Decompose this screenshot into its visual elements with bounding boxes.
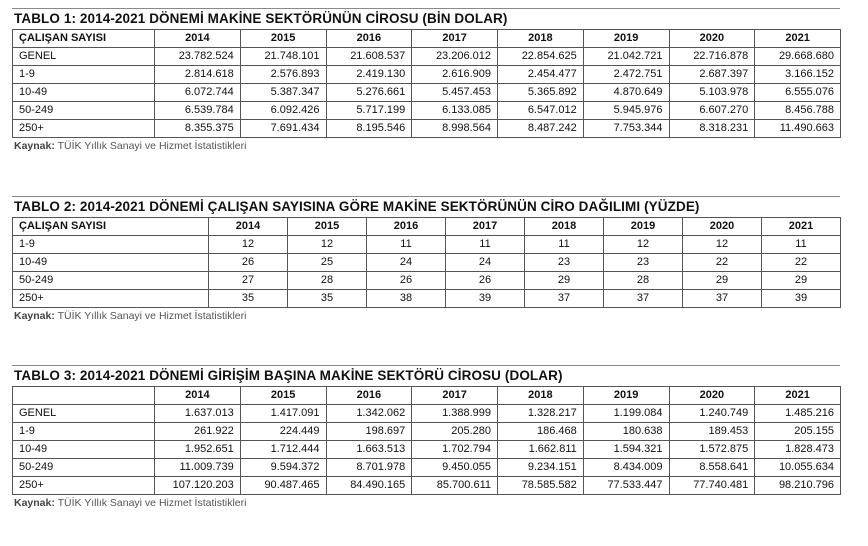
table3-header-cell: 2015: [240, 387, 326, 405]
table3-cell: 98.210.796: [755, 477, 841, 495]
table3-cell: 198.697: [326, 423, 412, 441]
table1-cell: 5.717.199: [326, 102, 412, 120]
table1-cell: 2.687.397: [669, 66, 755, 84]
table1-cell: 6.072.744: [155, 84, 241, 102]
table1-cell: 8.998.564: [412, 120, 498, 138]
table2-cell: 22: [683, 254, 762, 272]
table2-cell: 11: [367, 236, 446, 254]
table3-cell: 205.280: [412, 423, 498, 441]
table2-cell: 12: [683, 236, 762, 254]
table3-cell: 1.572.875: [669, 441, 755, 459]
table3-cell: 189.453: [669, 423, 755, 441]
table2-cell: 39: [762, 290, 841, 308]
table2-cell: 12: [209, 236, 288, 254]
table1-header-cell: 2016: [326, 30, 412, 48]
table2-cell: 28: [604, 272, 683, 290]
table2-cell: 29: [683, 272, 762, 290]
table1-cell: 6.539.784: [155, 102, 241, 120]
table1-cell: 5.365.892: [498, 84, 584, 102]
table1-cell: 5.945.976: [583, 102, 669, 120]
table1-cell: 5.103.978: [669, 84, 755, 102]
table3-row-label: 1-9: [13, 423, 155, 441]
table2-header-cell: 2018: [525, 218, 604, 236]
table1-header-cell: 2020: [669, 30, 755, 48]
table3-header-cell: 2019: [583, 387, 669, 405]
table2-cell: 12: [288, 236, 367, 254]
table2-cell: 11: [525, 236, 604, 254]
table3-cell: 8.434.009: [583, 459, 669, 477]
table3-header-row: [13, 387, 841, 405]
table2-section: [12, 196, 840, 324]
table3-cell: 1.199.084: [583, 405, 669, 423]
table2-cell: 23: [604, 254, 683, 272]
table1-cell: 22.854.625: [498, 48, 584, 66]
table2-cell: 35: [288, 290, 367, 308]
table3-row-label: 10-49: [13, 441, 155, 459]
table3-row-label: 250+: [13, 477, 155, 495]
table1-cell: 21.042.721: [583, 48, 669, 66]
table2-cell: 24: [367, 254, 446, 272]
table3-cell: 8.701.978: [326, 459, 412, 477]
table2-cell: 26: [209, 254, 288, 272]
table2-source-note: [12, 308, 840, 324]
table3-cell: 1.712.444: [240, 441, 326, 459]
table3-header-cell: 2018: [498, 387, 584, 405]
table3-cell: 1.240.749: [669, 405, 755, 423]
table3-row: [13, 423, 841, 441]
table2-row-label: 50-249: [13, 272, 209, 290]
table3-cell: 1.662.811: [498, 441, 584, 459]
table3-cell: 224.449: [240, 423, 326, 441]
table2-header-cell: 2020: [683, 218, 762, 236]
table2-cell: 11: [762, 236, 841, 254]
table1-header-row: [13, 30, 841, 48]
table1-cell: 8.456.788: [755, 102, 841, 120]
table3-source-note: [12, 495, 840, 511]
table3-cell: 9.594.372: [240, 459, 326, 477]
table1-header-cell: 2017: [412, 30, 498, 48]
table2-header-cell: 2019: [604, 218, 683, 236]
table2-cell: 25: [288, 254, 367, 272]
table3-cell: 1.663.513: [326, 441, 412, 459]
table2-cell: 23: [525, 254, 604, 272]
table1-cell: 2.616.909: [412, 66, 498, 84]
table3-header-cell: 2020: [669, 387, 755, 405]
table2-cell: 27: [209, 272, 288, 290]
table3-cell: 1.388.999: [412, 405, 498, 423]
table3-cell: 1.702.794: [412, 441, 498, 459]
table2-cell: 39: [446, 290, 525, 308]
table1-header-cell: 2019: [583, 30, 669, 48]
table1-cell: 8.318.231: [669, 120, 755, 138]
table3-cell: 180.638: [583, 423, 669, 441]
table3-cell: 85.700.611: [412, 477, 498, 495]
table1-cell: 8.355.375: [155, 120, 241, 138]
table3-row-label: 50-249: [13, 459, 155, 477]
source-text: TÜİK Yıllık Sanayi ve Hizmet İstatistikleri: [57, 310, 247, 322]
table1-row: [13, 120, 841, 138]
table2-title: TABLO 2: 2014-2021 DÖNEMİ ÇALIŞAN SAYISINA GÖRE MAKİNE SEKTÖRÜNÜN CİRO DAĞILIMI (YÜZDE): [14, 199, 700, 214]
table3-cell: 107.120.203: [155, 477, 241, 495]
table1-header-cell: 2018: [498, 30, 584, 48]
table3-row-label: GENEL: [13, 405, 155, 423]
table3-header-cell: 2014: [155, 387, 241, 405]
table1-cell: 6.607.270: [669, 102, 755, 120]
table3-cell: 1.952.651: [155, 441, 241, 459]
table1-cell: 5.457.453: [412, 84, 498, 102]
table1-cell: 2.454.477: [498, 66, 584, 84]
table3-header-cell: 2016: [326, 387, 412, 405]
table3-cell: 261.922: [155, 423, 241, 441]
table1-cell: 2.814.618: [155, 66, 241, 84]
table2-row: [13, 272, 841, 290]
table2-cell: 26: [367, 272, 446, 290]
table1-row: [13, 102, 841, 120]
table3-row: [13, 441, 841, 459]
table1-cell: 29.668.680: [755, 48, 841, 66]
table1-title: TABLO 1: 2014-2021 DÖNEMİ MAKİNE SEKTÖRÜNÜN CİROSU (BİN DOLAR): [14, 11, 508, 26]
table1-cell: 6.555.076: [755, 84, 841, 102]
table3: [12, 386, 841, 495]
table3-cell: 10.055.634: [755, 459, 841, 477]
table2-cell: 37: [525, 290, 604, 308]
table3-row: [13, 459, 841, 477]
table1-cell: 23.206.012: [412, 48, 498, 66]
table1-cell: 3.166.152: [755, 66, 841, 84]
table1-header-cell: 2014: [155, 30, 241, 48]
table1-cell: 6.092.426: [240, 102, 326, 120]
table3-cell: 77.740.481: [669, 477, 755, 495]
table3-section: [12, 365, 840, 511]
table3-cell: 205.155: [755, 423, 841, 441]
table2-cell: 37: [683, 290, 762, 308]
table2-row: [13, 254, 841, 272]
source-text: TÜİK Yıllık Sanayi ve Hizmet İstatistikleri: [57, 497, 247, 509]
table1-cell: 8.487.242: [498, 120, 584, 138]
table3-cell: 77.533.447: [583, 477, 669, 495]
table1-cell: 2.576.893: [240, 66, 326, 84]
table1-section: [12, 8, 840, 154]
table1-cell: 2.419.130: [326, 66, 412, 84]
table3-cell: 1.828.473: [755, 441, 841, 459]
table2-row: [13, 290, 841, 308]
source-label: Kaynak:: [14, 140, 55, 152]
table2-cell: 29: [762, 272, 841, 290]
table3-cell: 90.487.465: [240, 477, 326, 495]
table1-cell: 6.133.085: [412, 102, 498, 120]
table1-cell: 4.870.649: [583, 84, 669, 102]
table1-cell: 11.490.663: [755, 120, 841, 138]
table2-cell: 28: [288, 272, 367, 290]
table1-cell: 23.782.524: [155, 48, 241, 66]
table3-cell: 1.328.217: [498, 405, 584, 423]
table2-header-row: [13, 218, 841, 236]
table3-cell: 1.417.091: [240, 405, 326, 423]
table3-body: [13, 405, 841, 495]
table3-cell: 11.009.739: [155, 459, 241, 477]
table2-header-cell: 2016: [367, 218, 446, 236]
table2-header-cell: 2017: [446, 218, 525, 236]
table2-cell: 26: [446, 272, 525, 290]
source-label: Kaynak:: [14, 497, 55, 509]
table3-cell: 8.558.641: [669, 459, 755, 477]
table3-cell: 1.637.013: [155, 405, 241, 423]
table1: [12, 29, 841, 138]
table3-cell: 186.468: [498, 423, 584, 441]
table1-cell: 6.547.012: [498, 102, 584, 120]
table1-cell: 7.691.434: [240, 120, 326, 138]
table3-cell: 9.450.055: [412, 459, 498, 477]
table2-row-label: 10-49: [13, 254, 209, 272]
table1-header-cell: ÇALIŞAN SAYISI: [13, 30, 155, 48]
table3-header-cell: 2017: [412, 387, 498, 405]
table2-cell: 37: [604, 290, 683, 308]
table1-cell: 22.716.878: [669, 48, 755, 66]
table3-row: [13, 477, 841, 495]
table2-cell: 29: [525, 272, 604, 290]
table1-row-label: 250+: [13, 120, 155, 138]
table1-row-label: GENEL: [13, 48, 155, 66]
table2-cell: 12: [604, 236, 683, 254]
table1-cell: 8.195.546: [326, 120, 412, 138]
table2-header-cell: ÇALIŞAN SAYISI: [13, 218, 209, 236]
table2-cell: 35: [209, 290, 288, 308]
table2-header-cell: 2015: [288, 218, 367, 236]
source-label: Kaynak:: [14, 310, 55, 322]
table2-cell: 11: [446, 236, 525, 254]
table1-body: [13, 48, 841, 138]
table3-cell: 1.342.062: [326, 405, 412, 423]
table1-cell: 5.387.347: [240, 84, 326, 102]
table1-source-note: [12, 138, 840, 154]
table3-cell: 1.485.216: [755, 405, 841, 423]
table3-title: TABLO 3: 2014-2021 DÖNEMİ GİRİŞİM BAŞINA MAKİNE SEKTÖRÜ CİROSU (DOLAR): [14, 368, 563, 383]
table3-cell: 84.490.165: [326, 477, 412, 495]
table2-row-label: 250+: [13, 290, 209, 308]
table2-header-cell: 2021: [762, 218, 841, 236]
table3-cell: 1.594.321: [583, 441, 669, 459]
table3-cell: 78.585.582: [498, 477, 584, 495]
table3-row: [13, 405, 841, 423]
table3-header-cell: [13, 387, 155, 405]
table1-cell: 2.472.751: [583, 66, 669, 84]
table1-cell: 5.276.661: [326, 84, 412, 102]
table1-cell: 21.748.101: [240, 48, 326, 66]
table1-header-cell: 2021: [755, 30, 841, 48]
table2-cell: 22: [762, 254, 841, 272]
table1-row: [13, 66, 841, 84]
table1-row: [13, 84, 841, 102]
table1-row-label: 1-9: [13, 66, 155, 84]
table2: [12, 217, 841, 308]
table2-cell: 38: [367, 290, 446, 308]
table3-cell: 9.234.151: [498, 459, 584, 477]
source-text: TÜİK Yıllık Sanayi ve Hizmet İstatistikleri: [57, 140, 247, 152]
table1-row-label: 10-49: [13, 84, 155, 102]
table1-cell: 21.608.537: [326, 48, 412, 66]
table1-header-cell: 2015: [240, 30, 326, 48]
table2-header-cell: 2014: [209, 218, 288, 236]
table3-header-cell: 2021: [755, 387, 841, 405]
table1-cell: 7.753.344: [583, 120, 669, 138]
table1-row: [13, 48, 841, 66]
table2-row-label: 1-9: [13, 236, 209, 254]
table2-cell: 24: [446, 254, 525, 272]
table2-body: [13, 236, 841, 308]
table1-row-label: 50-249: [13, 102, 155, 120]
table2-row: [13, 236, 841, 254]
